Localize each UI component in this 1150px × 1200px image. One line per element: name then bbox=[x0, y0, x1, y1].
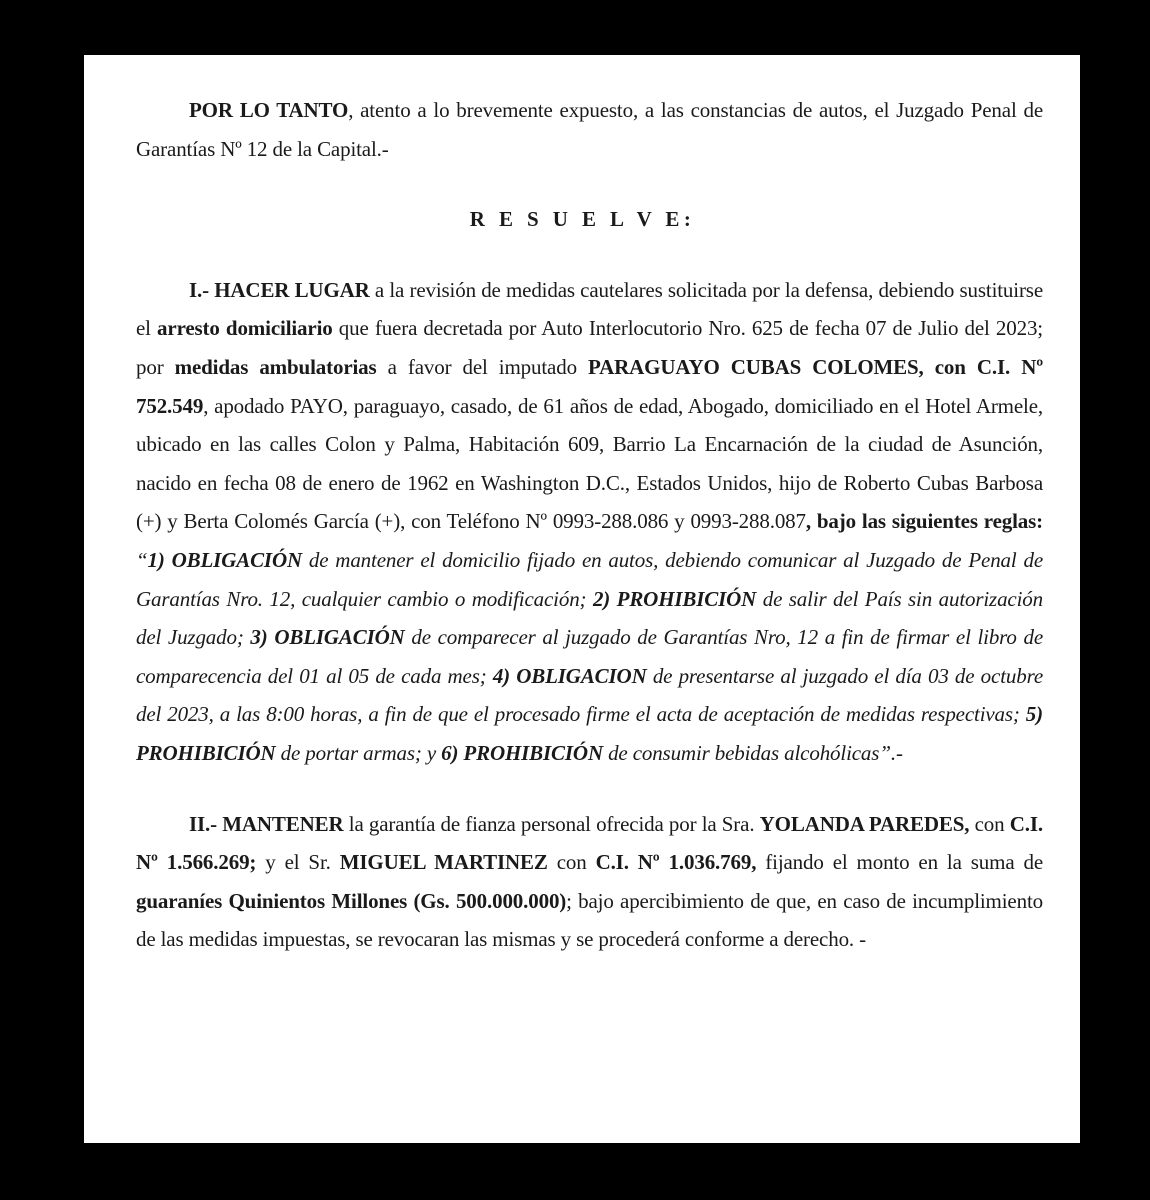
s1-italic: de mantener el domicilio fijado en autos, debiendo comunicar al Juzgado de Penal de Garantías Nro. 12, cualquier cambio o modificación; bbox=[136, 547, 1043, 611]
s2-bold: YOLANDA PAREDES, bbox=[759, 811, 970, 836]
s1-bold: arresto domiciliario bbox=[157, 316, 333, 341]
rule-1: 1) OBLIGACIÓN bbox=[147, 547, 302, 572]
intro-text: , atento a lo brevemente expuesto, a las constancias de autos, el Juzgado Penal de Garantías Nº 12 de la Capital.- bbox=[136, 98, 1043, 161]
s1-italic: de presentarse al juzgado el día 03 de octubre del 2023, a las 8:00 horas, a fin de que el procesado firme el acta de aceptación de medidas respectivas; bbox=[136, 663, 1043, 727]
s1-bold: , bajo las siguientes reglas: bbox=[805, 509, 1043, 534]
s1-text: a la revisión de medidas cautelares solicitada por la defensa, debiendo sustituirse el bbox=[136, 277, 1044, 341]
s1-italic: de comparecer al juzgado de Garantías Nro, 12 a fin de firmar el libro de comparecencia del 01 al 05 de cada mes; bbox=[136, 625, 1043, 688]
rule-3: 3) OBLIGACIÓN bbox=[250, 625, 405, 650]
s2-bold: guaraníes Quinientos Millones (Gs. 500.000.000) bbox=[136, 888, 567, 913]
s2-bold: C.I. Nº 1.566.269; bbox=[136, 811, 1043, 875]
intro-paragraph bbox=[136, 91, 1043, 168]
rule-5: 5) PROHIBICIÓN bbox=[136, 702, 1043, 765]
s2-text: ; bajo apercibimiento de que, en caso de incumplimiento de las medidas impuestas, se revocaran las mismas y se procederá conforme a derecho. - bbox=[136, 888, 1043, 952]
s1-bold: medidas ambulatorias bbox=[174, 354, 377, 379]
resuelve-heading: R E S U E L V E: bbox=[469, 207, 696, 232]
s2-heading: II.- MANTENER bbox=[189, 811, 344, 836]
s2-text: fijando el monto en la suma de bbox=[756, 850, 1043, 875]
rule-2: 2) PROHIBICIÓN bbox=[592, 586, 757, 611]
section-2-paragraph bbox=[136, 805, 1043, 959]
s1-end: ”.- bbox=[879, 740, 903, 765]
s2-text: y el Sr. bbox=[256, 850, 340, 875]
s2-text: con bbox=[969, 811, 1010, 836]
s1-bold: PARAGUAYO CUBAS COLOMES, con C.I. Nº 752.549 bbox=[136, 354, 1043, 418]
s1-heading: I.- HACER LUGAR bbox=[189, 277, 370, 302]
s2-bold: MIGUEL MARTINEZ bbox=[339, 850, 548, 875]
section-1-paragraph bbox=[136, 271, 1043, 773]
s1-quote: “ bbox=[136, 547, 148, 572]
s2-text: con bbox=[547, 850, 596, 875]
s1-text: a favor del imputado bbox=[376, 354, 589, 379]
intro-lead: POR LO TANTO bbox=[189, 98, 349, 122]
s1-italic: de portar armas; y bbox=[275, 740, 442, 765]
s1-italic: de salir del País sin autorización del Juzgado; bbox=[136, 586, 1043, 650]
rule-6: 6) PROHIBICIÓN bbox=[441, 740, 603, 765]
s2-bold: C.I. Nº 1.036.769, bbox=[595, 850, 757, 875]
s1-text: que fuera decretada por Auto Interlocutorio Nro. 625 de fecha 07 de Julio del 2023; por bbox=[136, 316, 1043, 379]
s1-text: , apodado PAYO, paraguayo, casado, de 61 años de edad, Abogado, domiciliado en el Hotel Armele, ubicado en las calles Colon y Palma, Habitación 609, Barrio La Encarnación de la ciudad de Asunción, nacido en fecha 08 de enero de 1962 en Washington D.C., Estados Unidos, hijo de Roberto Cubas Barbosa (+) y Berta Colomés García (+), con Teléfono Nº 0993-288.086 y 0993-288.087 bbox=[136, 393, 1043, 534]
s1-italic: de consumir bebidas alcohólicas bbox=[602, 740, 880, 765]
s2-text: la garantía de fianza personal ofrecida por la Sra. bbox=[343, 811, 760, 836]
document-page bbox=[84, 55, 1080, 1143]
rule-4: 4) OBLIGACION bbox=[492, 663, 647, 688]
